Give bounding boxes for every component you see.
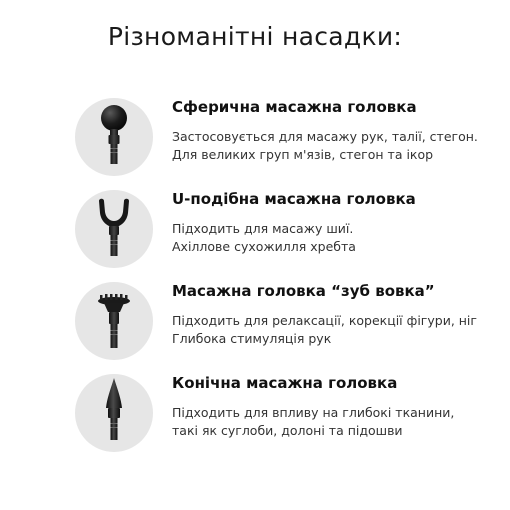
u-shaped-attachment-icon <box>75 190 153 268</box>
attachment-description-line: Глибока стимуляція рук <box>172 331 332 346</box>
attachment-heading: Конічна масажна головка <box>172 374 398 392</box>
attachment-item-u-shaped <box>75 190 495 268</box>
attachment-heading: U-подібна масажна головка <box>172 190 416 208</box>
attachment-item-sphere <box>75 98 495 176</box>
attachment-heading: Масажна головка “зуб вовка” <box>172 282 435 300</box>
attachment-description-line: Для великих груп м'язів, стегон та ікор <box>172 147 434 162</box>
attachment-description-line: Підходить для релаксації, корекції фігури, ніг <box>172 313 477 328</box>
attachment-item-conical <box>75 374 495 452</box>
attachment-description-line: Підходить для впливу на глибокі тканини, <box>172 405 455 420</box>
attachment-description-line: Застосовується для масажу рук, талії, стегон. <box>172 129 478 144</box>
attachment-description-line: такі як суглоби, долоні та підошви <box>172 423 403 438</box>
wolf-tooth-attachment-icon <box>75 282 153 360</box>
page-title: Різноманітні насадки: <box>107 22 403 51</box>
attachment-description-line: Підходить для масажу шиї. <box>172 221 354 236</box>
sphere-attachment-icon <box>75 98 153 176</box>
attachment-description-line: Ахіллове сухожилля хребта <box>172 239 356 254</box>
attachment-heading: Сферична масажна головка <box>172 98 417 116</box>
conical-attachment-icon <box>75 374 153 452</box>
attachment-item-wolf-tooth <box>75 282 495 360</box>
